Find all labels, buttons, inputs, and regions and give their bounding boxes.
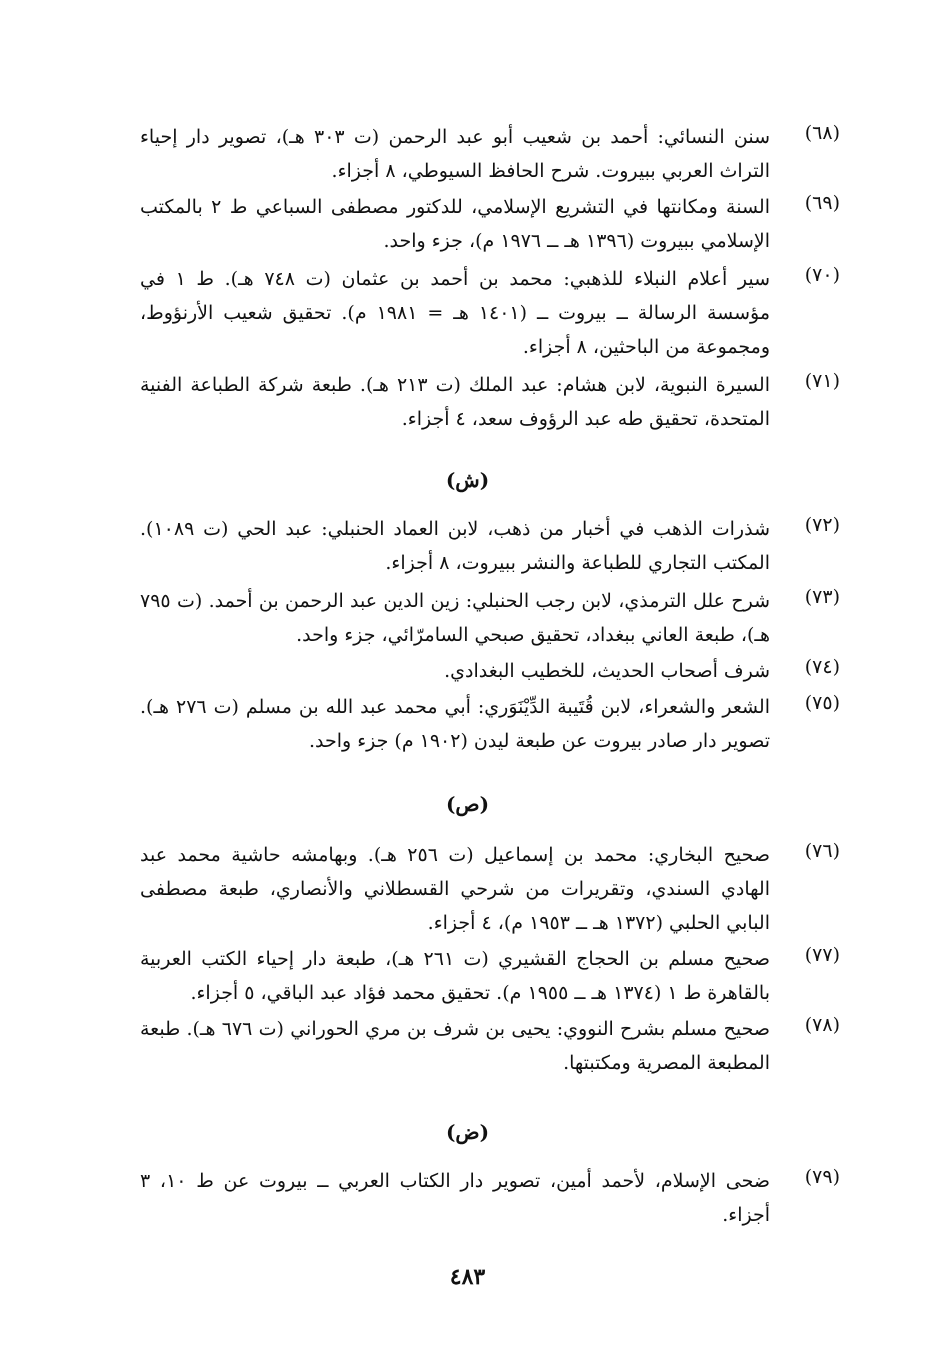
entry-text: شرح علل الترمذي، لابن رجب الحنبلي: زين الدين عبد الرحمن بن أحمد. (ت ٧٩٥ هـ)، طبعة العاني ببغداد، تحقيق صبحي السامرّائي، جزء واحد.: [140, 590, 770, 646]
entry-number: (٧٦): [804, 840, 840, 862]
bibliography-entry-78: [140, 1012, 840, 1080]
page-number: ٤٨٣: [449, 1264, 486, 1290]
entry-text: صحيح مسلم بن الحجاج القشيري (ت ٢٦١ هـ)، طبعة دار إحياء الكتب العربية بالقاهرة ط ١ (١٣٧٤ هـ ــ ١٩٥٥ م). تحقيق محمد فؤاد عبد الباقي، ٥ أجزاء.: [140, 948, 770, 1004]
entry-number: (٧٩): [804, 1166, 840, 1188]
entry-text: الشعر والشعراء، لابن قُتَيبة الدِّيْنَوَري: أبي محمد عبد الله بن مسلم (ت ٢٧٦ هـ). تصوير دار صادر بيروت عن طبعة ليدن (١٩٠٢ م) جزء واحد.: [140, 696, 771, 752]
bibliography-entry-71: [140, 368, 840, 436]
entry-number: (٧٠): [804, 264, 840, 286]
entry-number: (٧٤): [804, 656, 840, 678]
section-heading-shin: (ش): [445, 468, 490, 492]
bibliography-entry-76: [140, 838, 840, 940]
bibliography-entry-70: [140, 262, 840, 364]
entry-text: صحيح البخاري: محمد بن إسماعيل (ت ٢٥٦ هـ). وبهامشه حاشية محمد عبد الهادي السندي، وتقريرات من شرحي القسطلاني والأنصاري، طبعة مصطفى البابي الحلبي (١٣٧٢ هـ ــ ١٩٥٣ م)، ٤ أجزاء.: [140, 844, 770, 934]
entry-number: (٧٧): [804, 944, 840, 966]
entry-text: سنن النسائي: أحمد بن شعيب أبو عبد الرحمن (ت ٣٠٣ هـ)، تصوير دار إحياء التراث العربي ببيروت. شرح الحافظ السيوطي، ٨ أجزاء.: [140, 126, 770, 182]
bibliography-entry-72: [140, 512, 840, 580]
entry-number: (٧٨): [804, 1014, 840, 1036]
entry-number: (٧١): [804, 370, 840, 392]
entry-number: (٧٥): [804, 692, 840, 714]
entry-text: السيرة النبوية، لابن هشام: عبد الملك (ت ٢١٣ هـ). طبعة شركة الطباعة الفنية المتحدة، تحقيق طه عبد الرؤوف سعد، ٤ أجزاء.: [140, 374, 770, 430]
bibliography-entry-73: [140, 584, 840, 652]
section-heading-sad: (ص): [445, 792, 490, 816]
entry-text: ضحى الإسلام، لأحمد أمين، تصوير دار الكتاب العربي ــ بيروت عن ط ١٠، ٣ أجزاء.: [140, 1170, 770, 1226]
entry-number: (٧٢): [804, 514, 840, 536]
bibliography-entry-77: [140, 942, 840, 1010]
bibliography-entry-68: [140, 120, 840, 188]
bibliography-entry-79: [140, 1164, 840, 1232]
entry-text: سير أعلام النبلاء للذهبي: محمد بن أحمد بن عثمان (ت ٧٤٨ هـ). ط ١ في مؤسسة الرسالة ــ بيروت ــ (١٤٠١ هـ = ١٩٨١ م). تحقيق شعيب الأرنؤوط، ومجموعة من الباحثين، ٨ أجزاء.: [140, 268, 770, 358]
entry-text: صحيح مسلم بشرح النووي: يحيى بن شرف بن مري الحوراني (ت ٦٧٦ هـ). طبعة المطبعة المصرية ومكتبتها.: [140, 1018, 770, 1074]
entry-text: شرف أصحاب الحديث، للخطيب البغدادي.: [444, 660, 770, 682]
entry-number: (٦٩): [804, 192, 840, 214]
bibliography-entry-69: [140, 190, 840, 258]
bibliography-entry-74: [140, 654, 840, 688]
section-heading-dad: (ض): [445, 1120, 490, 1144]
entry-text: شذرات الذهب في أخبار من ذهب، لابن العماد الحنبلي: عبد الحي (ت ١٠٨٩). المكتب التجاري للطباعة والنشر ببيروت، ٨ أجزاء.: [140, 518, 770, 574]
entry-number: (٦٨): [804, 122, 840, 144]
bibliography-entry-75: [140, 690, 840, 758]
entry-number: (٧٣): [804, 586, 840, 608]
entry-text: السنة ومكانتها في التشريع الإسلامي، للدكتور مصطفى السباعي ط ٢ بالمكتب الإسلامي ببيروت (١٣٩٦ هـ ــ ١٩٧٦ م)، جزء واحد.: [140, 196, 770, 252]
